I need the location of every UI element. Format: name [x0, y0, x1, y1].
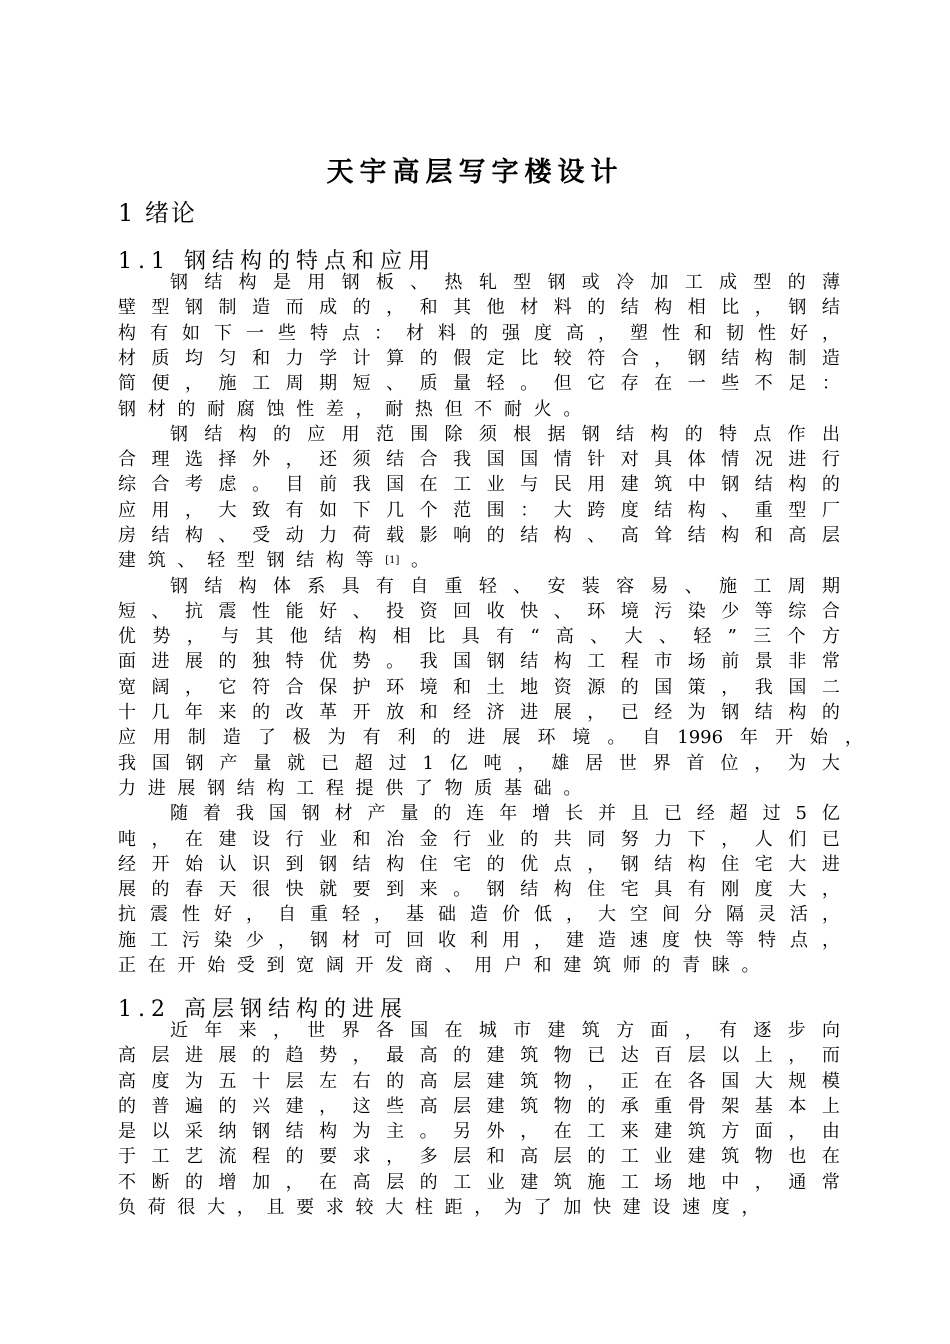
- paragraph-line: 十 几 年 来 的 改 革 开 放 和 经 济 进 展 ， 已 经 为 钢 结 构 的: [118, 702, 840, 723]
- paragraph-line: 简 便 ， 施 工 周 期 短 、 质 量 轻 。 但 它 存 在 一 些 不 足 ：: [118, 373, 840, 394]
- paragraph-line: 高 层 进 展 的 趋 势 ， 最 高 的 建 筑 物 已 达 百 层 以 上 ， 而: [118, 1045, 840, 1066]
- paragraph-line: 于 工 艺 流 程 的 要 求 ， 多 层 和 高 层 的 工 业 建 筑 物 也 在: [118, 1146, 840, 1167]
- paragraph-line: 高 度 为 五 十 层 左 右 的 高 层 建 筑 物 ， 正 在 各 国 大 规 模: [118, 1071, 840, 1092]
- paragraph-line: 不 断 的 增 加 ， 在 高 层 的 工 业 建 筑 施 工 场 地 中 ， 通 常: [118, 1172, 840, 1193]
- paragraph-line: 短 、 抗 震 性 能 好 、 投 资 回 收 快 、 环 境 污 染 少 等 综 合: [118, 601, 840, 622]
- paragraph-line: 钢 材 的 耐 腐 蚀 性 差 ， 耐 热 但 不 耐 火 。: [118, 399, 582, 420]
- paragraph-line: 建 筑 、 轻 型 钢 结 构 等 [1] 。: [118, 550, 430, 571]
- paragraph-line: 近 年 来 ， 世 界 各 国 在 城 市 建 筑 方 面 ， 有 逐 步 向: [170, 1020, 840, 1041]
- paragraph-line: 应 用 ， 大 致 有 如 下 几 个 范 围 ： 大 跨 度 结 构 、 重 型 厂: [118, 500, 840, 521]
- paragraph-line: 合 理 选 择 外 ， 还 须 结 合 我 国 国 情 针 对 具 体 情 况 进 行: [118, 449, 840, 470]
- paragraph-line: 力 进 展 钢 结 构 工 程 提 供 了 物 质 基 础 。: [118, 778, 582, 799]
- chapter-heading: 1 绪论: [118, 199, 197, 227]
- paragraph-line: 应 用 制 造 了 极 为 有 利 的 进 展 环 境 。 自 1996 年 开 始 ，: [118, 727, 863, 748]
- paragraph-line: 钢 结 构 体 系 具 有 自 重 轻 、 安 装 容 易 、 施 工 周 期: [170, 576, 840, 597]
- paragraph-line: 施 工 污 染 少 ， 钢 材 可 回 收 利 用 ， 建 造 速 度 快 等 特 点 ，: [118, 930, 840, 951]
- section-heading: 1.2 高层钢结构的进展: [118, 997, 408, 1022]
- paragraph-line: 钢 结 构 的 应 用 范 围 除 须 根 据 钢 结 构 的 特 点 作 出: [170, 424, 840, 445]
- paragraph-line: 宽 阔 ， 它 符 合 保 护 环 境 和 土 地 资 源 的 国 策 ， 我 国 二: [118, 677, 840, 698]
- paragraph-line: 是 以 采 纳 钢 结 构 为 主 。 另 外 ， 在 工 来 建 筑 方 面 ， 由: [118, 1121, 840, 1142]
- paragraph-line: 抗 震 性 好 ， 自 重 轻 ， 基 础 造 价 低 ， 大 空 间 分 隔 灵 活 ，: [118, 904, 840, 925]
- paragraph-line: 钢 结 构 是 用 钢 板 、 热 轧 型 钢 或 冷 加 工 成 型 的 薄: [170, 272, 840, 293]
- paragraph-line: 展 的 春 天 很 快 就 要 到 来 。 钢 结 构 住 宅 具 有 刚 度 大 ，: [118, 879, 840, 900]
- paragraph-line: 吨 ， 在 建 设 行 业 和 冶 金 行 业 的 共 同 努 力 下 ， 人 们 已: [118, 829, 840, 850]
- paragraph-line: 构 有 如 下 一 些 特 点 ： 材 料 的 强 度 高 ， 塑 性 和 韧 性 好 ，: [118, 323, 840, 344]
- paragraph-line: 我 国 钢 产 量 就 已 超 过 1 亿 吨 ， 雄 居 世 界 首 位 ， 为 大: [118, 753, 840, 774]
- paragraph-line: 面 进 展 的 独 特 优 势 。 我 国 钢 结 构 工 程 市 场 前 景 非 常: [118, 651, 840, 672]
- paragraph-line: 综 合 考 虑 。 目 前 我 国 在 工 业 与 民 用 建 筑 中 钢 结 构 的: [118, 474, 840, 495]
- section-heading: 1.1 钢结构的特点和应用: [118, 249, 436, 274]
- paragraph-line: 的 普 遍 的 兴 建 ， 这 些 高 层 建 筑 物 的 承 重 骨 架 基 本 上: [118, 1096, 840, 1117]
- paragraph-line: 随 着 我 国 钢 材 产 量 的 连 年 增 长 并 且 已 经 超 过 5 亿: [170, 803, 840, 824]
- document-title: 天宇高层写字楼设计: [326, 157, 624, 188]
- paragraph-line: 材 质 均 匀 和 力 学 计 算 的 假 定 比 较 符 合 ， 钢 结 构 制 造: [118, 348, 840, 369]
- paragraph-line: 房 结 构 、 受 动 力 荷 载 影 响 的 结 构 、 高 耸 结 构 和 高 层: [118, 525, 840, 546]
- paragraph-line: 优 势 ， 与 其 他 结 构 相 比 具 有 “ 高 、 大 、 轻 ” 三 个 方: [118, 626, 840, 647]
- paragraph-line: 正 在 开 始 受 到 宽 阔 开 发 商 、 用 户 和 建 筑 师 的 青 睐 。: [118, 955, 760, 976]
- paragraph-line: 壁 型 钢 制 造 而 成 的 ， 和 其 他 材 料 的 结 构 相 比 ， 钢 结: [118, 297, 840, 318]
- paragraph-line: 经 开 始 认 识 到 钢 结 构 住 宅 的 优 点 ， 钢 结 构 住 宅 大 进: [118, 854, 840, 875]
- paragraph-line: 负 荷 很 大 ， 且 要 求 较 大 柱 距 ， 为 了 加 快 建 设 速 度 ，: [118, 1197, 760, 1218]
